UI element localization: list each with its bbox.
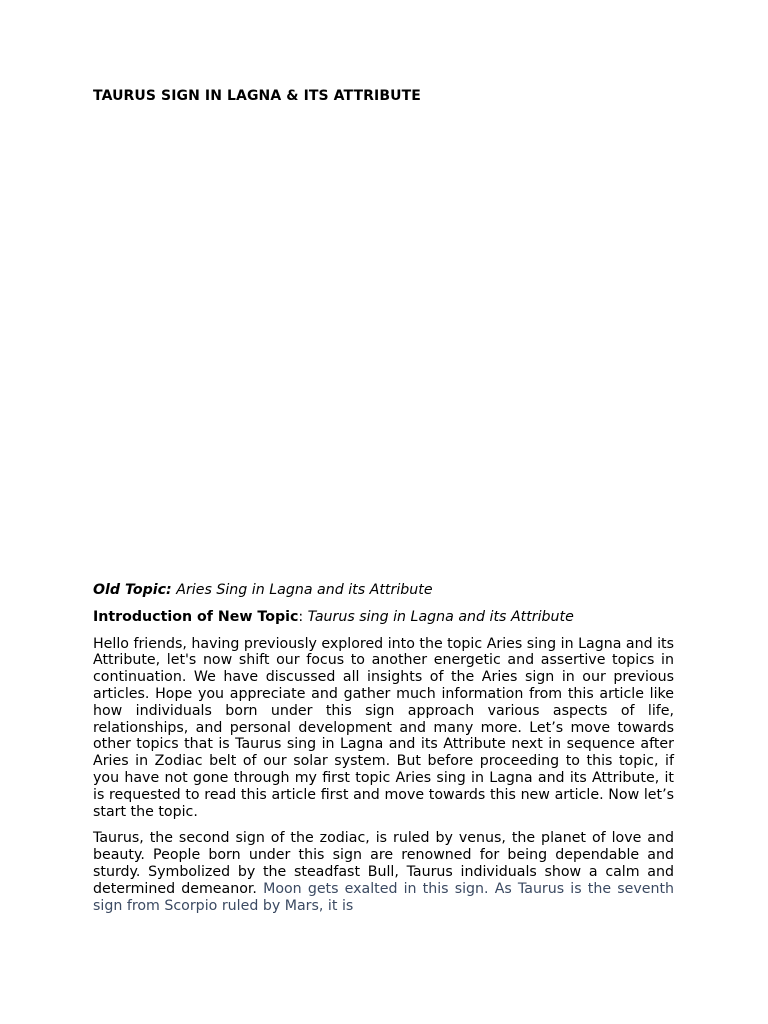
document-body — [93, 582, 674, 924]
paragraph-taurus — [93, 830, 674, 914]
new-topic-line — [93, 609, 674, 626]
old-topic-line — [93, 582, 674, 599]
new-topic-label: Introduction of New Topic — [93, 608, 299, 625]
new-topic-value: Taurus sing in Lagna and its Attribute — [307, 608, 574, 625]
old-topic-value: Aries Sing in Lagna and its Attribute — [176, 582, 433, 598]
old-topic-label: Old Topic: — [93, 582, 172, 598]
document-title: TAURUS SIGN IN LAGNA & ITS ATTRIBUTE — [93, 88, 421, 104]
paragraph-taurus-highlight: Moon gets exalted in this sign. As Taurus is the seventh sign from Scorpio ruled by Mars, it is — [93, 880, 674, 914]
new-topic-separator: : — [298, 608, 304, 625]
paragraph-intro: Hello friends, having previously explored into the topic Aries sing in Lagna and its Attribute, let's now shift our focus to another energetic and assertive topics in continuation. We have discussed all insights of the Aries sign in our previous articles. Hope you appreciate and gather much information from this article like how individuals born under this sign approach various aspects of life, relationships, and personal development and many more. Let’s move towards other topics that is Taurus sing in Lagna and its Attribute next in sequence after Aries in Zodiac belt of our solar system. But before proceeding to this topic, if you have not gone through my first topic Aries sing in Lagna and its Attribute, it is requested to read this article first and move towards this new article. Now let’s start the topic. — [93, 635, 674, 820]
paragraph-taurus-text: Taurus, the second sign of the zodiac, is ruled by venus, the planet of love and beauty. People born under this sign are renowned for being dependable and sturdy. Symbolized by the steadfast Bull, Taurus individuals show a calm and determined demeanor. — [93, 830, 674, 897]
